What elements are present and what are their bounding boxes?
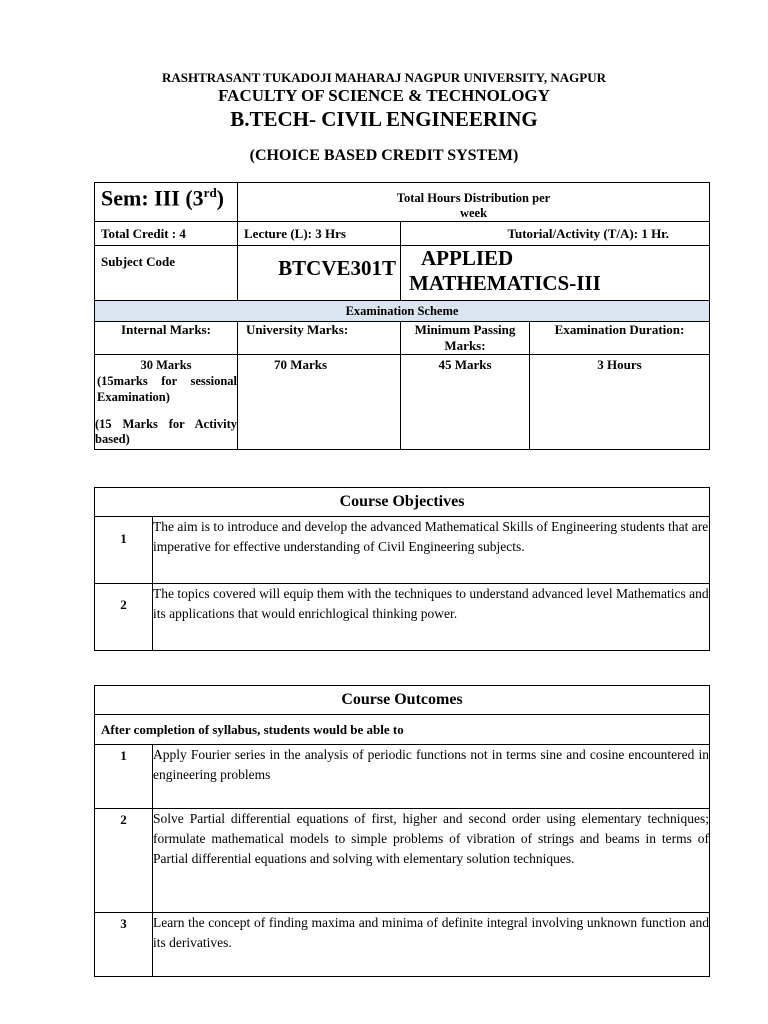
subject-code-label: Subject Code [95,246,238,301]
objective-number: 2 [95,584,153,651]
table-row [95,913,710,977]
table-row [95,584,710,651]
university-marks-header: University Marks: [238,322,401,355]
semester-table [94,182,710,450]
outcome-text: Solve Partial differential equations of first, higher and second order using elementary techniques; formulate mathematical models to simple problems of vibration of strings and beams in terms of Partial differential equations and solving with elementary solution techniques. [153,809,710,913]
table-row [95,809,710,913]
exam-scheme-title: Examination Scheme [95,301,710,322]
exam-duration-value: 3 Hours [530,355,710,450]
semester-label: Sem: III (3rd) [95,183,238,222]
min-passing-header: Minimum Passing Marks: [401,322,530,355]
course-outcomes-table [94,685,710,977]
lecture-hours: Lecture (L): 3 Hrs [238,222,401,246]
university-name: RASHTRASANT TUKADOJI MAHARAJ NAGPUR UNIVERSITY, NAGPUR [162,70,606,85]
table-row [95,517,710,584]
outcome-text: Learn the concept of finding maxima and minima of definite integral involving unknown function and its derivatives. [153,913,710,977]
hours-distribution-title: Total Hours Distribution per week [238,183,710,222]
objective-number: 1 [95,517,153,584]
university-marks-value: 70 Marks [238,355,401,450]
outcome-number: 3 [95,913,153,977]
exam-duration-header: Examination Duration: [530,322,710,355]
min-passing-value: 45 Marks [401,355,530,450]
tutorial-hours: Tutorial/Activity (T/A): 1 Hr. [401,222,710,246]
outcomes-intro: After completion of syllabus, students would be able to [95,715,710,745]
objective-text: The topics covered will equip them with the techniques to understand advanced level Mathematics and its applications that would enrichlogical thinking power. [153,584,710,651]
objective-text: The aim is to introduce and develop the advanced Mathematical Skills of Engineering students that are imperative for effective understanding of Civil Engineering subjects. [153,517,710,584]
subject-name: APPLIED MATHEMATICS-III [401,246,710,301]
objectives-title: Course Objectives [95,488,710,517]
outcome-number: 2 [95,809,153,913]
credit-system: (CHOICE BASED CREDIT SYSTEM) [249,147,519,164]
subject-code: BTCVE301T [238,246,401,301]
outcome-number: 1 [95,745,153,809]
table-row [95,745,710,809]
course-objectives-table [94,487,710,651]
outcome-text: Apply Fourier series in the analysis of periodic functions not in terms sine and cosine encountered in engineering problems [153,745,710,809]
internal-marks-header: Internal Marks: [95,322,238,355]
total-credit: Total Credit : 4 [95,222,238,246]
faculty-name: FACULTY OF SCIENCE & TECHNOLOGY [218,86,550,105]
program-title: B.TECH- CIVIL ENGINEERING [230,107,538,131]
internal-marks-value: 30 Marks (15marks for sessional Examination) (15 Marks for Activity based) [95,355,238,450]
outcomes-title: Course Outcomes [95,686,710,715]
